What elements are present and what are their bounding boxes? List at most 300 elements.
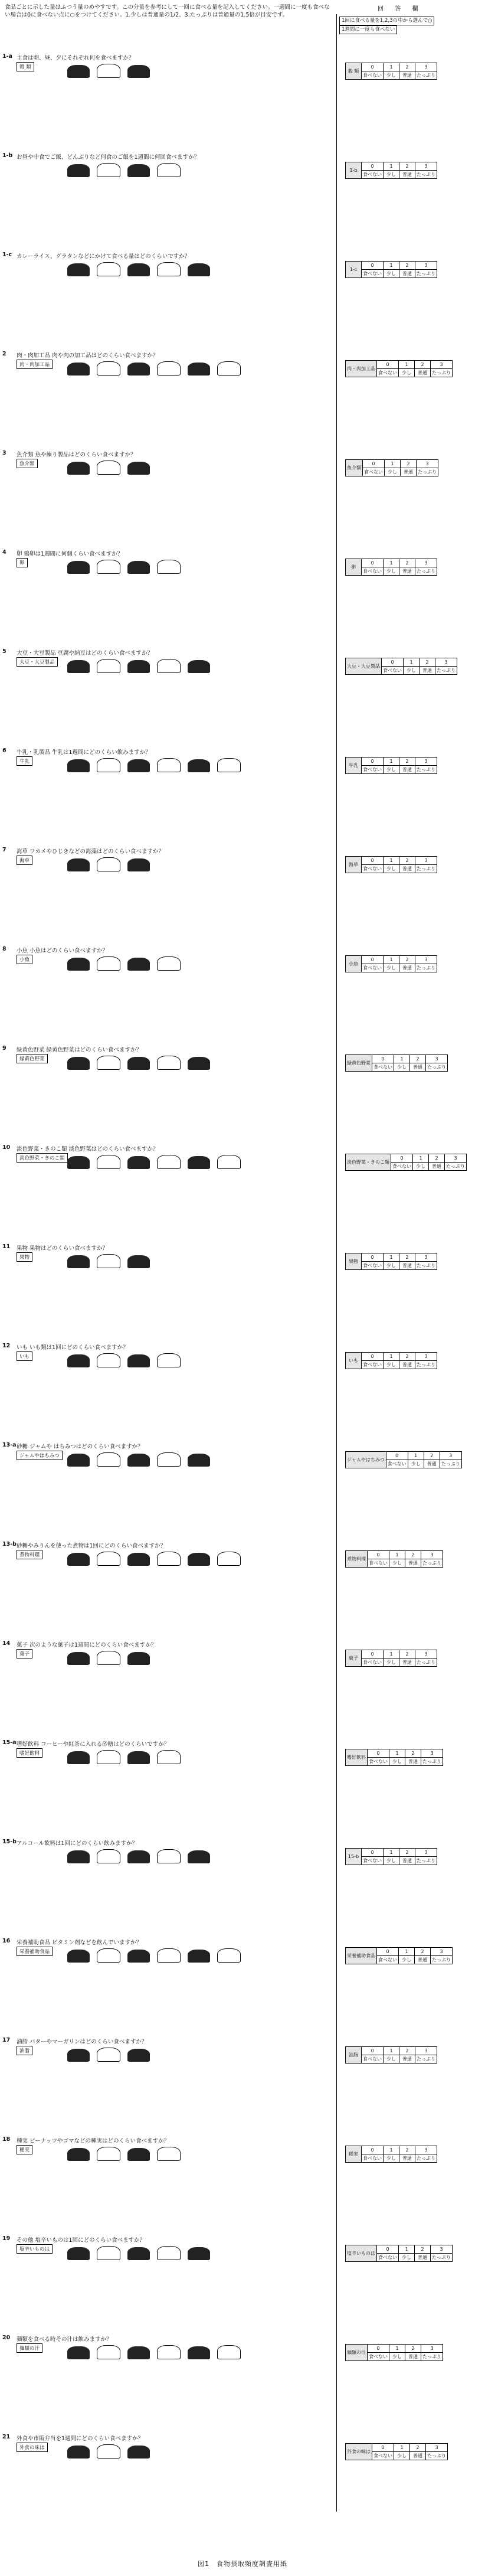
answer-option-label: たっぷり (415, 71, 437, 80)
answer-option[interactable]: 3 (415, 162, 437, 171)
question-title: 淡色野菜・きのこ類 淡色野菜はどのくらい食べますか？ (17, 1146, 159, 1152)
food-icon (188, 263, 210, 276)
food-icon (188, 363, 210, 376)
food-icon (67, 2148, 90, 2161)
answer-option[interactable]: 0 (362, 2047, 384, 2055)
food-icon (127, 263, 150, 276)
question-title: 砂糖 ジャムや はちみつはどのくらい食べますか？ (17, 1444, 143, 1450)
answer-option[interactable]: 0 (368, 1551, 389, 1559)
answer-option-label: 少し (389, 1559, 405, 1568)
answer-option[interactable]: 0 (386, 1452, 408, 1460)
food-icon (97, 2048, 120, 2062)
answer-option[interactable]: 1 (389, 1551, 405, 1559)
answer-option[interactable]: 1 (384, 758, 399, 766)
answer-grid-label: 海草 (346, 857, 362, 873)
answer-option[interactable]: 2 (405, 2345, 421, 2353)
answer-grid (345, 757, 437, 774)
food-icon (67, 2049, 90, 2062)
food-icon (67, 263, 90, 276)
answer-option[interactable]: 2 (399, 559, 415, 567)
answer-option[interactable]: 3 (431, 2245, 453, 2254)
answer-grid-label: 油脂 (346, 2047, 362, 2064)
answer-option[interactable]: 0 (362, 857, 384, 865)
question-category: 果物 (17, 1252, 32, 1262)
answer-grid-label: 煮物料理 (346, 1551, 368, 1568)
answer-option-label: 普通 (410, 1063, 426, 1072)
answer-option[interactable]: 3 (415, 758, 437, 766)
answer-option-label: 普通 (399, 1857, 415, 1865)
answer-option[interactable]: 2 (429, 1154, 445, 1163)
answer-option[interactable]: 1 (394, 2444, 410, 2452)
food-icon (127, 2148, 150, 2161)
food-icon (157, 1948, 181, 1963)
food-illustrations (67, 1849, 217, 1873)
answer-option-label: 少し (384, 2154, 399, 2163)
answer-option[interactable]: 3 (415, 1849, 437, 1857)
answer-option[interactable]: 0 (362, 1650, 384, 1658)
answer-option[interactable]: 2 (399, 2146, 415, 2154)
answer-option-label: たっぷり (435, 667, 457, 675)
question-category: 淡色野菜・きのこ類 (17, 1153, 68, 1163)
answer-option-label: たっぷり (415, 964, 437, 972)
food-icon (157, 2345, 181, 2359)
food-icon (127, 1850, 150, 1863)
answer-option[interactable]: 2 (399, 857, 415, 865)
food-icon (67, 2346, 90, 2359)
food-icon (67, 1950, 90, 1963)
answer-option-label: 普通 (420, 667, 435, 675)
food-illustrations (67, 1056, 217, 1079)
answer-option[interactable]: 2 (399, 262, 415, 270)
answer-option[interactable]: 0 (377, 2245, 399, 2254)
answer-option[interactable]: 0 (391, 1154, 413, 1163)
answer-option[interactable]: 2 (415, 361, 431, 369)
answer-option-label: 食べない (382, 667, 404, 675)
food-icon (217, 758, 241, 772)
answer-option[interactable]: 2 (399, 1253, 415, 1262)
answer-option-label: 食べない (372, 2452, 394, 2460)
answer-option[interactable]: 3 (431, 1948, 453, 1956)
food-icon (157, 2147, 181, 2161)
question-number: 11 (2, 1243, 11, 1250)
answer-option-label: 少し (384, 1262, 399, 1270)
answer-option[interactable]: 1 (384, 262, 399, 270)
answer-grid-label: 小魚 (346, 956, 362, 972)
answer-option[interactable]: 3 (415, 2047, 437, 2055)
instructions: 食品ごとに示した量はふつう量のめやすです。この分量を参考にして一回に食べる量を記入してください。一週間に一度も食べない場合は0に食べない点に○をつけてください。1.少しは普通量の1/2、3.たっぷりは普通量の1.5倍が目安です。 (5, 4, 330, 18)
answer-option[interactable]: 2 (399, 1849, 415, 1857)
question-title: 油脂 バターやマーガリンはどのくらい食べますか？ (17, 2039, 148, 2045)
answer-option-label: 少し (384, 567, 399, 576)
question-number: 1-b (2, 152, 13, 159)
answer-option-label: たっぷり (421, 1758, 443, 1766)
answer-option-label: 少し (384, 964, 399, 972)
answer-option[interactable]: 3 (415, 1253, 437, 1262)
food-icon (127, 759, 150, 772)
food-icon (127, 858, 150, 871)
food-icon (67, 1255, 90, 1268)
answer-option[interactable]: 1 (384, 1849, 399, 1857)
answer-option[interactable]: 0 (368, 1749, 389, 1758)
answer-option-label: 少し (399, 1956, 415, 1964)
answer-option[interactable]: 1 (385, 460, 401, 468)
answer-option-label: 食べない (391, 1163, 413, 1171)
food-icon (97, 1849, 120, 1863)
food-icon (127, 561, 150, 574)
food-icon (67, 65, 90, 78)
question-number: 19 (2, 2235, 11, 2242)
food-icon (97, 560, 120, 574)
food-icon (217, 1948, 241, 1963)
food-illustrations (67, 1155, 248, 1178)
question-number: 13-b (2, 1541, 17, 1547)
food-icon (97, 361, 120, 376)
food-icon (97, 1452, 120, 1467)
food-icon (188, 1057, 210, 1070)
food-icon (127, 65, 150, 78)
answer-option[interactable]: 1 (384, 1253, 399, 1262)
food-icon (97, 1750, 120, 1764)
food-icon (188, 1553, 210, 1566)
answer-option-label: 食べない (363, 468, 385, 476)
answer-column-header: 回 答 欄 (378, 6, 423, 12)
answer-option-label: 少し (408, 1460, 424, 1468)
question-title: 海草 ワカメやひじきなどの海藻はどのくらい食べますか？ (17, 848, 165, 855)
question-title: 外食や市販弁当を1週間にどのくらい食べますか？ (17, 2435, 144, 2442)
answer-option[interactable]: 2 (399, 758, 415, 766)
food-illustrations (67, 659, 217, 683)
answer-option[interactable]: 1 (384, 63, 399, 71)
question-category: いも (17, 1351, 32, 1361)
answer-grid-label: 塩辛いものは (346, 2245, 377, 2262)
question-category: 塩辛いものは (17, 2244, 53, 2254)
question-number: 5 (2, 648, 6, 655)
answer-grid (345, 1947, 453, 1964)
food-icon (127, 1454, 150, 1467)
food-icon (188, 1950, 210, 1963)
food-icon (97, 1056, 120, 1070)
answer-option-label: たっぷり (415, 270, 437, 278)
question-number: 1-a (2, 53, 12, 60)
answer-option[interactable]: 0 (372, 1055, 394, 1063)
question-number: 20 (2, 2335, 11, 2341)
answer-grid (345, 2046, 437, 2064)
answer-option[interactable]: 1 (399, 361, 415, 369)
food-icon (67, 164, 90, 177)
answer-option[interactable]: 3 (415, 2146, 437, 2154)
answer-option[interactable]: 0 (362, 63, 384, 71)
answer-option-label: たっぷり (445, 1163, 467, 1171)
food-illustrations (67, 1254, 157, 1278)
answer-option[interactable]: 1 (384, 1353, 399, 1361)
answer-option[interactable]: 3 (435, 658, 457, 667)
question-title: お昼や中食でご飯、どんぶりなど何食のご飯を1週間に何回食べますか？ (17, 154, 200, 161)
answer-option-label: 普通 (399, 964, 415, 972)
answer-grid (345, 1848, 437, 1865)
answer-option[interactable]: 2 (424, 1452, 440, 1460)
answer-option[interactable]: 1 (384, 1650, 399, 1658)
food-icon (188, 759, 210, 772)
answer-grid (345, 2443, 448, 2460)
food-icon (127, 958, 150, 971)
answer-option[interactable]: 1 (389, 2345, 405, 2353)
answer-option[interactable]: 3 (445, 1154, 467, 1163)
food-icon (188, 1850, 210, 1863)
answer-option[interactable]: 1 (384, 162, 399, 171)
answer-option[interactable]: 3 (415, 559, 437, 567)
answer-legend (339, 17, 481, 34)
question-number: 7 (2, 847, 6, 853)
food-icon (97, 857, 120, 871)
answer-option[interactable]: 0 (362, 1353, 384, 1361)
column-divider (336, 14, 337, 2512)
answer-option-label: 普通 (405, 2353, 421, 2361)
answer-option-label: 少し (384, 1857, 399, 1865)
food-icon (67, 1454, 90, 1467)
answer-option[interactable]: 2 (420, 658, 435, 667)
answer-option[interactable]: 0 (362, 262, 384, 270)
answer-grid-label: 栄養補助食品 (346, 1948, 377, 1964)
food-icon (97, 163, 120, 177)
answer-option[interactable]: 2 (399, 956, 415, 964)
answer-option-label: たっぷり (440, 1460, 461, 1468)
answer-option[interactable]: 3 (415, 1353, 437, 1361)
question-category: 大豆・大豆製品 (17, 657, 58, 667)
answer-option[interactable]: 1 (389, 1749, 405, 1758)
answer-option[interactable]: 1 (384, 857, 399, 865)
question-number: 17 (2, 2037, 11, 2043)
answer-option[interactable]: 2 (405, 1749, 421, 1758)
answer-option-label: 食べない (377, 2254, 399, 2262)
food-icon (67, 1751, 90, 1764)
question-number: 10 (2, 1144, 11, 1151)
food-icon (97, 659, 120, 673)
answer-option-label: 少し (404, 667, 420, 675)
answer-option-label: 食べない (362, 567, 384, 576)
answer-option[interactable]: 2 (415, 2245, 431, 2254)
answer-option-label: 食べない (368, 1758, 389, 1766)
answer-option[interactable]: 0 (377, 1948, 399, 1956)
answer-option-label: 普通 (410, 2452, 426, 2460)
answer-option[interactable]: 0 (362, 1849, 384, 1857)
answer-option[interactable]: 3 (426, 1055, 448, 1063)
question-title: 砂糖やみりんを使った煮物は1回にどのくらい食べますか？ (17, 1543, 166, 1549)
food-icon (157, 1155, 181, 1169)
answer-option[interactable]: 0 (377, 361, 399, 369)
answer-option[interactable]: 1 (384, 559, 399, 567)
question-title: 卵 鶏卵は1週間に何個くらい食べますか？ (17, 551, 123, 557)
food-icon (97, 758, 120, 772)
food-icon (97, 2444, 120, 2459)
answer-grid (345, 261, 437, 278)
food-icon (97, 262, 120, 276)
answer-option-label: 普通 (405, 1758, 421, 1766)
answer-option[interactable]: 1 (384, 956, 399, 964)
question-category: 種実 (17, 2145, 32, 2154)
answer-option-label: 少し (413, 1163, 429, 1171)
question-category: 菓子 (17, 1649, 32, 1658)
answer-grid (345, 360, 453, 377)
answer-option[interactable]: 3 (415, 63, 437, 71)
food-icon (157, 1452, 181, 1467)
answer-option-label: 普通 (399, 1361, 415, 1369)
answer-option[interactable]: 1 (399, 1948, 415, 1956)
food-icon (97, 2345, 120, 2359)
question-title: 主食は朝、昼、夕にそれぞれ何を食べますか？ (17, 55, 135, 61)
question-number: 2 (2, 351, 6, 357)
answer-option[interactable]: 0 (362, 1253, 384, 1262)
food-icon (157, 163, 181, 177)
answer-option[interactable]: 0 (362, 162, 384, 171)
food-icon (127, 1354, 150, 1367)
answer-grid (345, 1550, 443, 1568)
answer-option-label: 普通 (399, 171, 415, 179)
answer-option-label: 少し (384, 1658, 399, 1667)
answer-option-label: 少し (385, 468, 401, 476)
question-number: 18 (2, 2136, 11, 2143)
answer-option[interactable]: 3 (421, 1551, 443, 1559)
answer-option-label: 食べない (368, 2353, 389, 2361)
answer-option[interactable]: 0 (362, 956, 384, 964)
answer-grid-label: 魚介類 (346, 460, 363, 476)
answer-option[interactable]: 1 (384, 2047, 399, 2055)
food-icon (127, 1255, 150, 1268)
answer-option[interactable]: 0 (362, 758, 384, 766)
answer-option[interactable]: 3 (415, 262, 437, 270)
answer-option-label: 少し (384, 171, 399, 179)
food-illustrations (67, 2147, 188, 2170)
answer-grid (345, 2245, 453, 2262)
answer-option-label: 食べない (362, 865, 384, 873)
answer-option[interactable]: 2 (410, 1055, 426, 1063)
answer-option[interactable]: 1 (394, 1055, 410, 1063)
answer-option-label: たっぷり (415, 2055, 437, 2064)
answer-option[interactable]: 3 (417, 460, 438, 468)
answer-option[interactable]: 0 (363, 460, 385, 468)
question-category: 牛乳 (17, 756, 32, 766)
food-icon (188, 1156, 210, 1169)
food-icon (67, 2247, 90, 2260)
food-icon (67, 660, 90, 673)
answer-option[interactable]: 3 (426, 2444, 448, 2452)
answer-option[interactable]: 2 (399, 63, 415, 71)
answer-option[interactable]: 2 (405, 1551, 421, 1559)
answer-option[interactable]: 3 (415, 1650, 437, 1658)
food-illustrations (67, 461, 157, 484)
food-icon (157, 659, 181, 673)
answer-option-label: たっぷり (415, 1361, 437, 1369)
answer-option[interactable]: 3 (415, 956, 437, 964)
answer-option[interactable]: 1 (384, 2146, 399, 2154)
answer-option[interactable]: 3 (421, 2345, 443, 2353)
answer-option[interactable]: 0 (362, 559, 384, 567)
answer-option[interactable]: 2 (399, 162, 415, 171)
answer-option-label: 少し (389, 2353, 405, 2361)
answer-option[interactable]: 2 (399, 2047, 415, 2055)
answer-option-label: 食べない (362, 1361, 384, 1369)
food-icon (67, 1850, 90, 1863)
answer-grid (345, 1650, 437, 1667)
answer-option-label: たっぷり (421, 2353, 443, 2361)
question-number: 8 (2, 946, 6, 952)
food-illustrations (67, 1452, 217, 1476)
answer-option[interactable]: 1 (404, 658, 420, 667)
answer-grid (345, 559, 437, 576)
answer-option[interactable]: 2 (399, 1353, 415, 1361)
answer-option[interactable]: 0 (368, 2345, 389, 2353)
answer-option[interactable]: 1 (399, 2245, 415, 2254)
food-icon (157, 1353, 181, 1367)
answer-option-label: たっぷり (415, 171, 437, 179)
answer-option-label: たっぷり (431, 1956, 453, 1964)
answer-option-label: 普通 (405, 1559, 421, 1568)
answer-option[interactable]: 0 (382, 658, 404, 667)
answer-grid-label: 外食の味は (346, 2444, 372, 2460)
answer-grid-label: 穀 類 (346, 63, 362, 80)
answer-option-label: たっぷり (431, 2254, 453, 2262)
question-title: 小魚 小魚はどのくらい食べますか？ (17, 948, 109, 954)
food-icon (157, 2246, 181, 2260)
question-category: 嗜好飲料 (17, 1748, 42, 1758)
food-illustrations (67, 361, 248, 385)
food-icon (67, 462, 90, 475)
answer-grid (345, 1451, 462, 1468)
question-category: 穀 類 (17, 62, 34, 71)
food-icon (67, 759, 90, 772)
answer-option[interactable]: 3 (421, 1749, 443, 1758)
food-icon (188, 2346, 210, 2359)
answer-grid-label: 嗜好飲料 (346, 1749, 368, 1766)
answer-grid-label: 1-b (346, 162, 362, 179)
answer-grid-label: 果物 (346, 1253, 362, 1270)
answer-option[interactable]: 3 (431, 361, 453, 369)
food-illustrations (67, 262, 217, 286)
answer-option[interactable]: 2 (415, 1948, 431, 1956)
question-category: 煮物料理 (17, 1550, 42, 1559)
answer-option[interactable]: 3 (440, 1452, 461, 1460)
question-number: 9 (2, 1045, 6, 1052)
question-category: 小魚 (17, 955, 32, 964)
question-number: 3 (2, 450, 6, 456)
question-title: 菓子 次のような菓子は1週間にどのくらい食べますか？ (17, 1642, 157, 1648)
answer-option[interactable]: 1 (413, 1154, 429, 1163)
answer-option-label: 普通 (415, 2254, 431, 2262)
food-icon (67, 1156, 90, 1169)
answer-option[interactable]: 2 (401, 460, 417, 468)
answer-grid (345, 2344, 443, 2361)
answer-grid (345, 1154, 467, 1171)
answer-option[interactable]: 2 (410, 2444, 426, 2452)
answer-option[interactable]: 0 (362, 2146, 384, 2154)
answer-option[interactable]: 3 (415, 857, 437, 865)
answer-option[interactable]: 2 (399, 1650, 415, 1658)
question-title: その他 塩辛いものは1回にどのくらい食べますか？ (17, 2237, 146, 2244)
question-title: 肉・肉加工品 肉や肉の加工品はどのくらい食べますか？ (17, 352, 159, 359)
answer-grid-label: 牛乳 (346, 758, 362, 774)
question-number: 21 (2, 2434, 11, 2440)
answer-option-label: 食べない (362, 964, 384, 972)
answer-option-label: 普通 (399, 71, 415, 80)
legend-left: 1回に食べる量を1,2,3の中から選んで○ (339, 17, 434, 25)
legend-right: 1週間に一度も食べない (339, 25, 397, 34)
question-category: 卵 (17, 558, 28, 567)
answer-option[interactable]: 1 (408, 1452, 424, 1460)
answer-option[interactable]: 0 (372, 2444, 394, 2452)
food-icon (97, 1254, 120, 1268)
food-icon (127, 1553, 150, 1566)
food-icon (67, 561, 90, 574)
food-illustrations (67, 758, 248, 782)
